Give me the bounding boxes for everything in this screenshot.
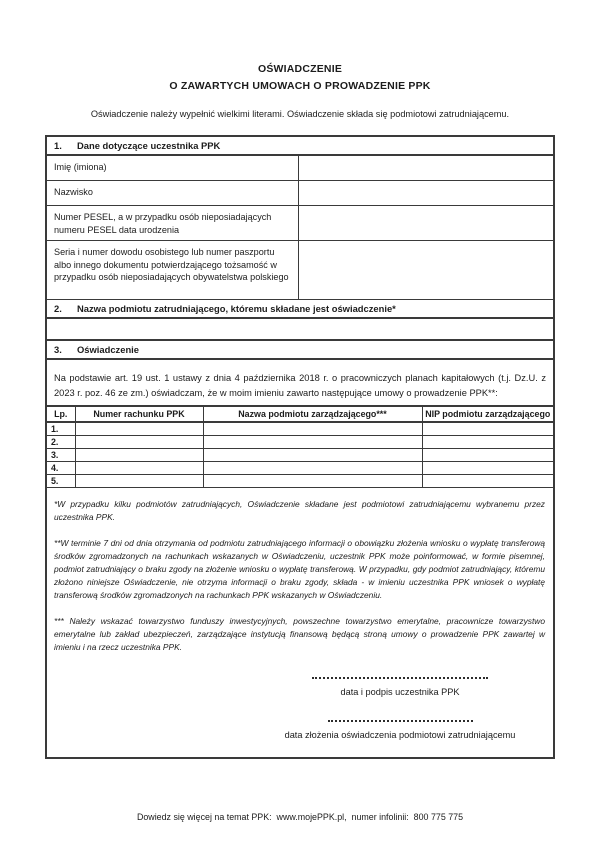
footnote-2: **W terminie 7 dni od dnia otrzymania od podmiotu zatrudniającego informacji o obowiązku złożenia wniosku o wypłatę transferową środków zgromadzonych na rachunkach wskazanych w Oświadczeniu, uczestnik PPK może poinformować, w formie pisemnej, podmiot zatrudniający o braku zgody na złożenie wniosku o wypłatę transferową. W przypadku, gdy podmiot zatrudniający, któremu złożono niniejsze Oświadczenie, nie otrzyma informacji o braku zgody, składa - w imieniu uczestnika PPK wniosek o wypłatę transferową środków zgromadzonych na rachunkach PPK wskazanych w Oświadczeniu. <box>54 538 545 600</box>
footnote-1: *W przypadku kilku podmiotów zatrudniających, Oświadczenie składane jest podmiotowi zatrudniającemu wybranemu przez uczestnika PPK. <box>54 499 545 523</box>
submission-date-line[interactable] <box>328 715 473 722</box>
col-header-nip: NIP podmiotu zarządzającego <box>422 406 553 422</box>
participant-signature-label: data i podpis uczestnika PPK <box>340 687 460 698</box>
title-line-1: OŚWIADCZENIE <box>257 63 343 75</box>
col-header-lp: Lp. <box>47 406 75 422</box>
section1-header <box>47 137 553 156</box>
submission-date-block <box>243 709 553 740</box>
table-row <box>47 475 553 488</box>
table-row <box>47 422 553 436</box>
first-name-field[interactable] <box>299 156 553 180</box>
table-row <box>47 436 553 449</box>
footnote-3: *** Należy wskazać towarzystwo funduszy inwestycyjnych, powszechne towarzystwo emerytalne, pracownicze towarzystwo emerytalne lub zakład ubezpieczeń, zarządzające instytucją finansową będącą stroną umowy o prowadzenie PPK zawartej w imieniu i na rzecz uczestnika PPK. <box>54 615 545 652</box>
account-cell[interactable] <box>75 436 203 449</box>
field-row-id-document <box>47 241 553 300</box>
last-name-field[interactable] <box>299 181 553 205</box>
declaration-statement: Na podstawie art. 19 ust. 1 ustawy z dnia 4 października 2018 r. o pracowniczych planach kapitałowych (t.j. Dz.U. z 2023 r. poz. 46 ze zm.) oświadczam, że w moim imieniu zawarto następujące umowy o prowadzenie PPK**: <box>54 373 546 398</box>
section3-heading: Oświadczenie <box>77 344 140 356</box>
field-row-last-name <box>47 181 553 206</box>
row-number: 4. <box>47 462 75 475</box>
nip-cell[interactable] <box>422 462 553 475</box>
nip-cell[interactable] <box>422 449 553 462</box>
signature-area <box>243 666 553 740</box>
intro-instruction: Oświadczenie należy wypełnić wielkimi literami. Oświadczenie składa się podmiotowi zatrudniającemu. <box>90 109 510 119</box>
manager-cell[interactable] <box>203 475 422 488</box>
account-cell[interactable] <box>75 422 203 436</box>
id-document-field[interactable] <box>299 241 553 299</box>
document-title <box>0 0 600 95</box>
field-row-pesel <box>47 206 553 241</box>
manager-cell[interactable] <box>203 449 422 462</box>
manager-cell[interactable] <box>203 462 422 475</box>
title-line-2: O ZAWARTYCH UMOWACH O PROWADZENIE PPK <box>169 80 431 92</box>
section1-heading: Dane dotyczące uczestnika PPK <box>77 140 221 151</box>
section2-heading: Nazwa podmiotu zatrudniającego, któremu składane jest oświadczenie* <box>77 303 396 315</box>
manager-cell[interactable] <box>203 436 422 449</box>
section3-body <box>47 360 553 757</box>
ppk-agreements-table <box>47 405 553 488</box>
row-number: 3. <box>47 449 75 462</box>
nip-cell[interactable] <box>422 475 553 488</box>
account-cell[interactable] <box>75 449 203 462</box>
submission-date-label: data złożenia oświadczenia podmiotowi zatrudniającemu <box>284 730 516 741</box>
pesel-label: Numer PESEL, a w przypadku osób nieposiadających numeru PESEL data urodzenia <box>47 206 299 240</box>
account-cell[interactable] <box>75 475 203 488</box>
col-header-account: Numer rachunku PPK <box>75 406 203 422</box>
col-header-manager: Nazwa podmiotu zarządzającego*** <box>203 406 422 422</box>
section2-number: 2. <box>54 303 62 315</box>
table-header-row <box>47 406 553 422</box>
participant-signature-line[interactable] <box>312 672 488 679</box>
table-row <box>47 449 553 462</box>
first-name-label: Imię (imiona) <box>47 156 299 180</box>
declaration-form <box>45 135 555 759</box>
footnotes <box>47 488 553 653</box>
section3-header <box>47 341 553 360</box>
footer-info: Dowiedz się więcej na temat PPK: www.mojePPK.pl, numer infolinii: 800 775 775 <box>136 812 464 822</box>
row-number: 1. <box>47 422 75 436</box>
section3-number: 3. <box>54 344 62 356</box>
section1-number: 1. <box>54 140 62 151</box>
employer-name-field[interactable] <box>47 319 553 341</box>
row-number: 5. <box>47 475 75 488</box>
nip-cell[interactable] <box>422 436 553 449</box>
manager-cell[interactable] <box>203 422 422 436</box>
last-name-label: Nazwisko <box>47 181 299 205</box>
account-cell[interactable] <box>75 462 203 475</box>
nip-cell[interactable] <box>422 422 553 436</box>
id-document-label: Seria i numer dowodu osobistego lub numer paszportu albo innego dokumentu potwierdzającego tożsamość w przypadku osób nieposiadających obywatelstwa polskiego <box>47 241 299 299</box>
section2-header <box>47 300 553 319</box>
table-row <box>47 462 553 475</box>
field-row-first-name <box>47 156 553 181</box>
pesel-field[interactable] <box>299 206 553 240</box>
participant-signature-block <box>243 666 553 697</box>
row-number: 2. <box>47 436 75 449</box>
